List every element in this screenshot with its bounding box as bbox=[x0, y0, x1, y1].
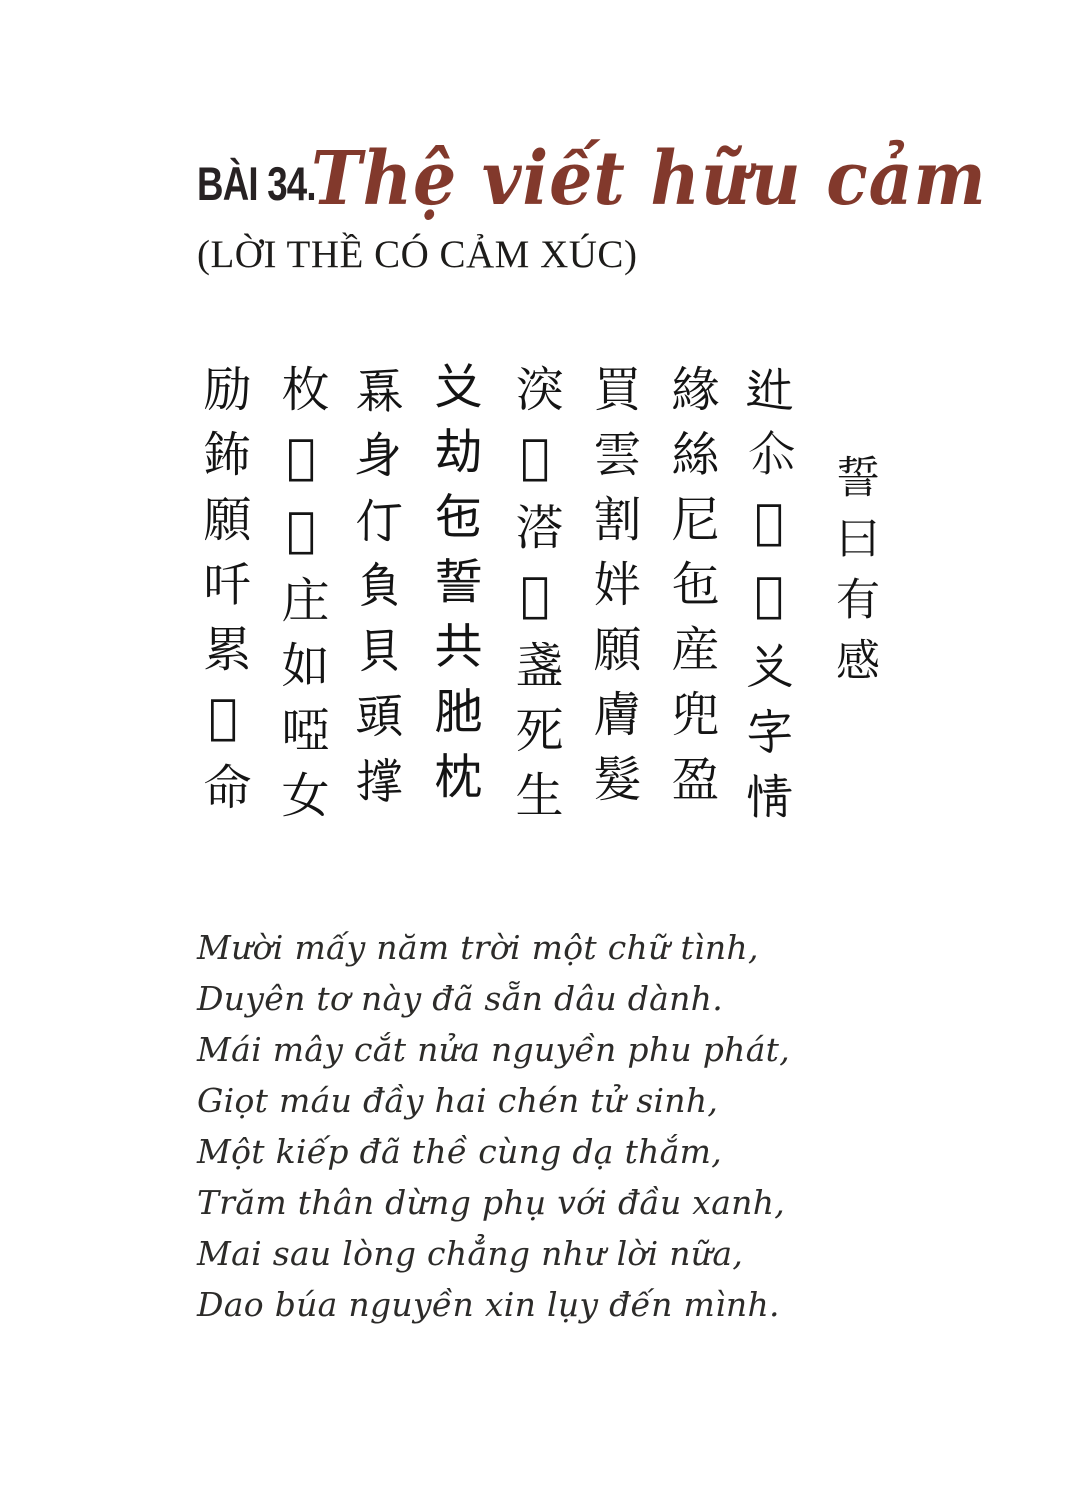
nom-column-line8: 励鈽願吀累𦤾命 bbox=[195, 364, 251, 827]
poem-line: Duyên tơ này đã sẵn dâu dành. bbox=[197, 979, 723, 1018]
nom-title-column: 誓曰有感 bbox=[828, 454, 879, 698]
poem-transcription bbox=[197, 922, 790, 1330]
lesson-number-label: BÀI 34. bbox=[197, 156, 316, 210]
poem-line: Mái mây cắt nửa nguyền phu phát, bbox=[197, 1030, 791, 1069]
poem-line: Mười mấy năm trời một chữ tình, bbox=[197, 928, 759, 967]
lesson-header bbox=[197, 118, 1066, 248]
nom-column-line5: 𠬠劫㐌誓共肔枕 bbox=[429, 364, 485, 819]
poem-line: Một kiếp đã thề cùng dạ thắm, bbox=[197, 1132, 723, 1171]
lesson-subtitle: (LỜI THỀ CÓ CẢM XÚC) bbox=[197, 233, 638, 276]
nom-manuscript bbox=[185, 364, 885, 844]
nom-column-line1: 𨑮𠇍𢆥𡗶𠬠字情 bbox=[741, 364, 797, 835]
nom-column-line3: 買雲割姅願膚髮 bbox=[585, 364, 641, 819]
lesson-title-calligraphy: Thệ viết hữu cảm bbox=[311, 136, 987, 222]
nom-column-line2: 緣絲尼㐌産兜盈 bbox=[663, 364, 719, 819]
poem-line: Dao búa nguyền xin lụy đến mình. bbox=[197, 1285, 780, 1324]
poem-line: Giọt máu đầy hai chén tử sinh, bbox=[197, 1081, 719, 1120]
poem-line: Trăm thân dừng phụ với đầu xanh, bbox=[197, 1183, 786, 1222]
nom-column-line6: 𤾓身仃負貝頭撑 bbox=[351, 364, 407, 819]
nom-column-line7: 枚𡢐𢚸庄如啞女 bbox=[273, 364, 329, 835]
poem-line: Mai sau lòng chẳng như lời nữa, bbox=[197, 1234, 744, 1273]
nom-column-line4: 湥𧖱溚𠄩盞死生 bbox=[507, 364, 563, 835]
